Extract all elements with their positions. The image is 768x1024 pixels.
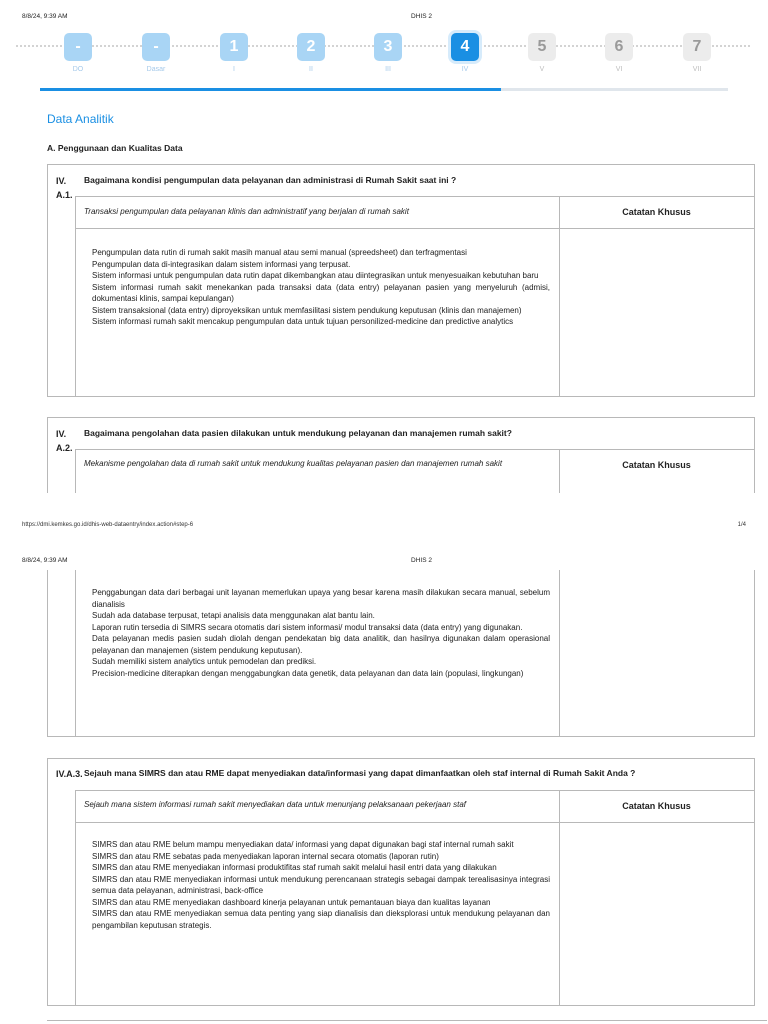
option-3[interactable]: Laporan rutin tersedia di SIMRS secara otomatis dari sistem informasi/ modul transaksi data (data entry) yang digunakan.: [92, 622, 523, 632]
step-label-7: VII: [692, 66, 702, 73]
question-number: IV. A.1.: [56, 176, 73, 200]
option-3[interactable]: Sistem informasi untuk pengumpulan data rutin dapat dikembangkan atau diintegrasikan untuk menyesuaikan kebutuhan baru: [92, 271, 539, 280]
catatan-khusus-label: Catatan Khusus: [622, 801, 691, 811]
question-text: Sejauh mana SIMRS dan atau RME dapat menyediakan data/informasi yang dapat dimanfaatkan oleh staf internal di Rumah Sakit Anda ?: [84, 768, 636, 778]
option-5[interactable]: Sudah memiliki sistem analytics untuk pemodelan dan prediksi.: [92, 657, 317, 666]
step-label-1: I: [233, 66, 235, 73]
step-label-do: DO: [72, 66, 84, 73]
question-number: IV.A.3.: [56, 769, 83, 779]
print-title: DHIS 2: [411, 557, 432, 564]
option-5[interactable]: SIMRS dan atau RME menyediakan dashboard kinerja pelayanan untuk pemantauan biaya dan kualitas layanan: [92, 897, 491, 907]
question-text: Bagaimana pengolahan data pasien dilakukan untuk mendukung pelayanan dan manajemen rumah sakit?: [84, 428, 512, 438]
step-6[interactable]: 6: [605, 33, 633, 61]
option-1[interactable]: Pengumpulan data rutin di rumah sakit masih manual atau semi manual (spreedsheet) dan terfragmentasi: [92, 248, 467, 257]
print-footer-url: https://dmi.kemkes.go.id/dhis-web-dataentry/index.action#step-6: [22, 522, 194, 528]
answer-options: [92, 247, 550, 328]
print-title: DHIS 2: [411, 13, 432, 20]
step-1[interactable]: 1: [220, 33, 248, 61]
answer-options: [92, 839, 550, 931]
step-label-5: V: [539, 66, 545, 73]
option-2[interactable]: SIMRS dan atau RME sebatas pada menyediakan laporan internal secara otomatis (laporan rutin): [92, 851, 439, 861]
step-label-2: II: [309, 66, 313, 73]
option-6[interactable]: Precision-medicine diterapkan dengan menggabungkan data genetik, data pelayanan dan data lain (populasi, lingkungan): [92, 668, 524, 678]
option-6[interactable]: SIMRS dan atau RME menyediakan semua data penting yang siap dianalisis dan dieksplorasi untuk mendukung pelayanan dan pengambilan keputusan strategis.: [92, 909, 550, 930]
option-1[interactable]: SIMRS dan atau RME belum mampu menyediakan data/ informasi yang dapat digunakan bagi staf internal rumah sakit: [92, 840, 514, 849]
step-7[interactable]: 7: [683, 33, 711, 61]
question-block-a2-continued: [47, 570, 755, 737]
step-do[interactable]: -: [64, 33, 92, 61]
question-subheader: Sejauh mana sistem informasi rumah sakit menyediakan data untuk menunjang pelaksanaan pekerjaan staf: [84, 800, 466, 809]
option-2[interactable]: Pengumpulan data di-integrasikan dalam sistem informasi yang terpusat.: [92, 259, 351, 269]
step-4[interactable]: 4: [451, 33, 479, 61]
step-dasar[interactable]: -: [142, 33, 170, 61]
question-subheader: Transaksi pengumpulan data pelayanan klinis dan administratif yang berjalan di rumah sakit: [84, 207, 409, 216]
option-4[interactable]: SIMRS dan atau RME menyediakan informasi untuk mendukung perencanaan strategis sebagai dampak terealisasinya integrasi semua data pelayanan, administrasi, back-office: [92, 874, 550, 895]
progress-bar: [40, 88, 728, 91]
option-6[interactable]: Sistem informasi rumah sakit mencakup pengumpulan data untuk tujuan personilized-medicine dan predictive analytics: [92, 317, 514, 326]
step-label-dasar: Dasar: [146, 66, 166, 73]
print-datetime: 8/8/24, 9:39 AM: [22, 557, 68, 564]
question-block-a1: [47, 164, 755, 397]
question-text: Bagaimana kondisi pengumpulan data pelayanan dan administrasi di Rumah Sakit saat ini ?: [84, 175, 457, 185]
option-4[interactable]: Sistem informasi rumah sakit menekankan pada transaksi data (data entry) pelayanan pasien yang menyeluruh (admisi, dokumentasi klinis, sampai kepulangan): [92, 282, 550, 303]
question-number: IV. A.2.: [56, 429, 73, 453]
question-block-a3: [47, 758, 755, 1006]
option-1[interactable]: Penggabungan data dari berbagai unit layanan memerlukan upaya yang besar karena masih dilakukan secara manual, sebelum dianalisis: [92, 588, 550, 609]
step-progress: [0, 30, 768, 80]
page-divider: [47, 1020, 767, 1021]
step-label-4: IV: [461, 66, 469, 73]
step-3[interactable]: 3: [374, 33, 402, 61]
step-5[interactable]: 5: [528, 33, 556, 61]
catatan-khusus-label: Catatan Khusus: [622, 460, 691, 470]
subsection-title: A. Penggunaan dan Kualitas Data: [47, 143, 183, 153]
answer-options: [92, 587, 550, 679]
print-datetime: 8/8/24, 9:39 AM: [22, 13, 68, 20]
option-4[interactable]: Data pelayanan medis pasien sudah diolah dengan pendekatan big data analitik, dan hasilnya digunakan dalam operasional pelayanan dan manajemen (sistem pendukung keputusan).: [92, 634, 550, 655]
option-5[interactable]: Sistem transaksional (data entry) diproyeksikan untuk memfasilitasi sistem pendukung keputusan (klinis dan manajemen): [92, 305, 522, 315]
question-block-a2: [47, 417, 755, 493]
progress-bar-fill: [40, 88, 501, 91]
section-title: Data Analitik: [47, 112, 114, 126]
step-2[interactable]: 2: [297, 33, 325, 61]
step-label-3: III: [385, 66, 391, 73]
step-label-6: VI: [615, 66, 623, 73]
option-2[interactable]: Sudah ada database terpusat, tetapi analisis data menggunakan alat bantu lain.: [92, 611, 375, 620]
question-subheader: Mekanisme pengolahan data di rumah sakit untuk mendukung kualitas pelayanan pasien dan manajemen rumah sakit: [84, 459, 503, 468]
catatan-khusus-label: Catatan Khusus: [622, 207, 691, 217]
print-footer-page: 1/4: [737, 522, 746, 528]
option-3[interactable]: SIMRS dan atau RME menyediakan informasi produktifitas staf rumah sakit melalui hasil entri data yang dilakukan: [92, 863, 497, 872]
